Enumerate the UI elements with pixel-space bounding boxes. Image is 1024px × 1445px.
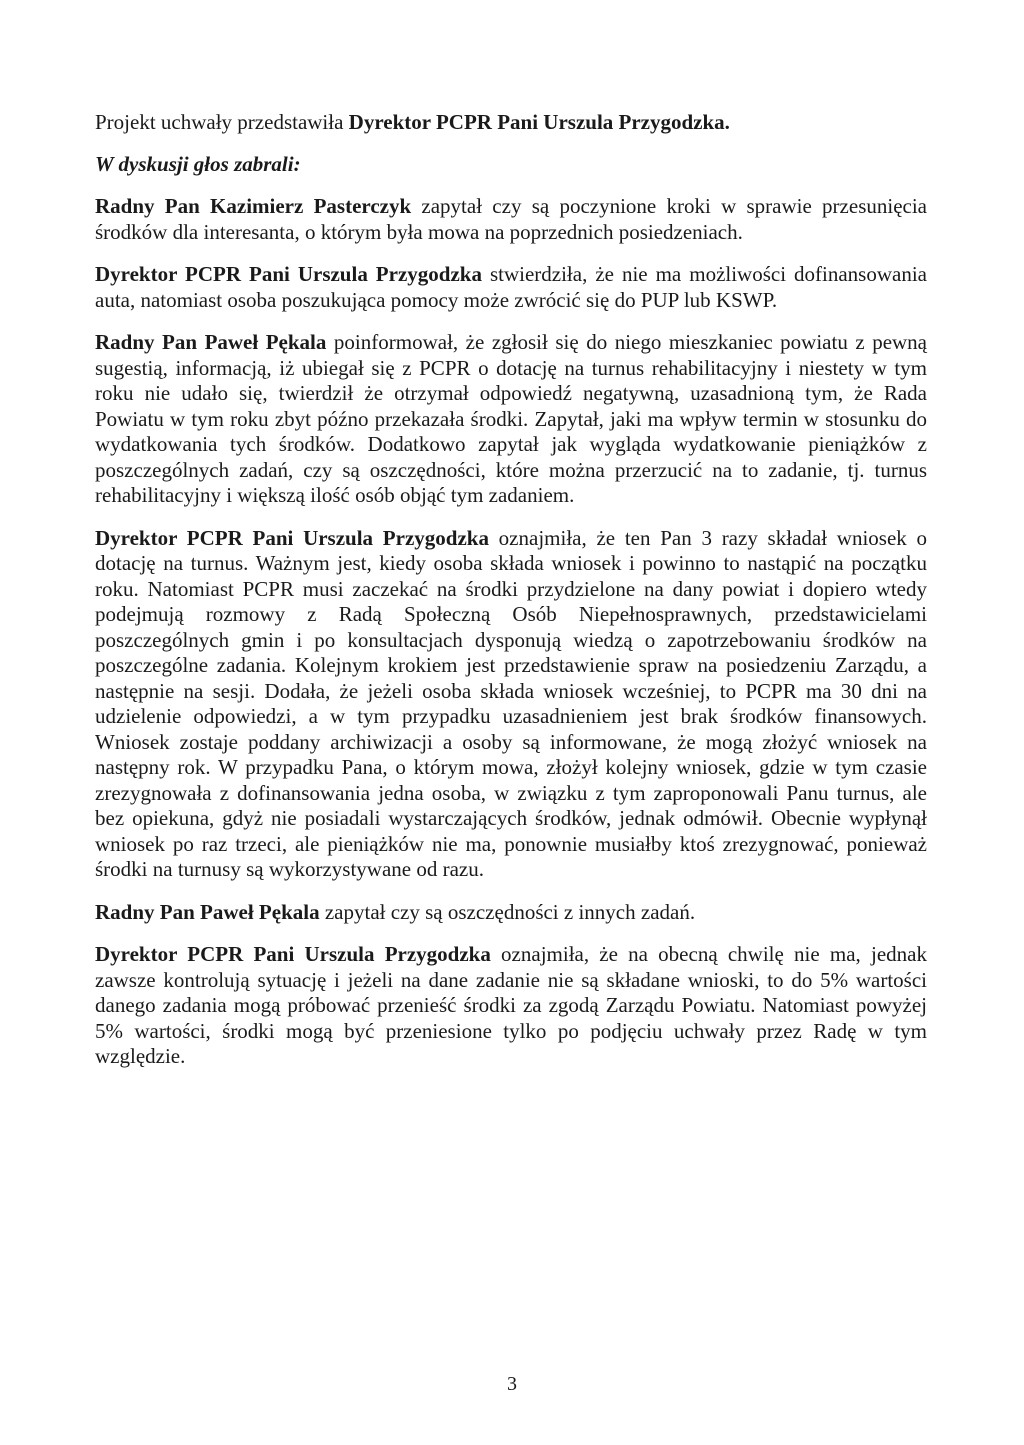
discussion-heading: W dyskusji głos zabrali: (95, 151, 301, 176)
paragraph-text: oznajmiła, że na obecną chwilę nie ma, jednak zawsze kontrolują sytuację i jeżeli na dane zadanie nie są składane wnioski, to do 5% wartości danego zadania mogą próbować przenieść środki za zgodą Zarządu Powiatu. Natomiast powyżej 5% wartości, środki mogą być przeniesione tylko po podjęciu uchwały przez Radę w tym względzie. (95, 942, 927, 1068)
paragraph-text: zapytał czy są oszczędności z innych zadań. (319, 899, 696, 924)
paragraph-text: stwierdziła, że nie ma możliwości dofinansowania auta, natomiast osoba poszukująca pomocy może zwrócić się do PUP lub KSWP. (95, 262, 927, 312)
intro-paragraph (95, 110, 927, 136)
paragraph-pasterczyk (95, 194, 927, 245)
speaker-name: Radny Pan Kazimierz Pasterczyk (95, 194, 412, 218)
speaker-name: Dyrektor PCPR Pani Urszula Przygodzka (95, 942, 491, 966)
intro-speaker: Dyrektor PCPR Pani Urszula Przygodzka. (348, 110, 730, 134)
paragraph-pekala-2 (95, 900, 927, 926)
document-page (95, 110, 927, 1087)
paragraph-przygodzka-1 (95, 262, 927, 313)
paragraph-text: oznajmiła, że ten Pan 3 razy składał wniosek o dotację na turnus. Ważnym jest, kiedy osoba składa wniosek i powinno to nastąpić na początku roku. Natomiast PCPR musi zaczekać na środki przydzielone na dany powiat i dopiero wtedy podejmują rozmowy z Radą Społeczną Osób Niepełnosprawnych, przedstawicielami poszczególnych gmin i po konsultacjach dysponują wiedzą o zapotrzebowaniu środków na poszczególne zadania. Kolejnym krokiem jest przedstawienie spraw na posiedzeniu Zarządu, a następnie na sesji. Dodała, że jeżeli osoba składa wniosek wcześniej, to PCPR ma 30 dni na udzielenie odpowiedzi, a w tym przypadku uzasadnieniem jest brak środków finansowych. Wniosek zostaje poddany archiwizacji a osoby są informowane, że mogą złożyć wniosek na następny rok. W przypadku Pana, o którym mowa, złożył kolejny wniosek, gdzie w tym czasie zrezygnowała z dofinansowania jedna osoba, w związku z tym zaproponowali Panu turnus, ale bez opiekuna, gdyż nie posiadali wystarczających środków, jednak odmówił. Obecnie wypłynął wniosek po raz trzeci, ale pieniążków nie ma, ponownie musiałby ktoś zrezygnować, ponieważ środki na turnusy są wykorzystywane od razu. (95, 525, 927, 881)
speaker-name: Dyrektor PCPR Pani Urszula Przygodzka (95, 525, 489, 550)
paragraph-przygodzka-2 (95, 526, 927, 883)
paragraph-text: zapytał czy są poczynione kroki w sprawie przesunięcia środków dla interesanta, o którym była mowa na poprzednich posiedzeniach. (95, 194, 927, 244)
speaker-name: Radny Pan Paweł Pękala (95, 899, 320, 924)
page-number: 3 (507, 1373, 517, 1395)
paragraph-pekala-1 (95, 330, 927, 509)
paragraph-text: poinformował, że zgłosił się do niego mieszkaniec powiatu z pewną sugestią, informacją, iż ubiegał się z PCPR o dotację na turnus rehabilitacyjny i niestety w tym roku nie udało się, twierdził że otrzymał odpowiedź negatywną, uzasadnioną tym, że Rada Powiatu w tym roku zbyt późno przekazała środki. Zapytał, jaki ma wpływ termin w stosunku do wydatkowania tych środków. Dodatkowo zapytał jak wygląda wydatkowanie pieniążków z poszczególnych zadań, czy są oszczędności, które można przerzucić na to zadanie, tj. turnus rehabilitacyjny i większą ilość osób objąć tym zadaniem. (95, 330, 927, 507)
speaker-name: Radny Pan Paweł Pękala (95, 330, 327, 354)
paragraph-przygodzka-3 (95, 942, 927, 1070)
intro-text: Projekt uchwały przedstawiła (95, 110, 349, 134)
speaker-name: Dyrektor PCPR Pani Urszula Przygodzka (95, 262, 482, 286)
